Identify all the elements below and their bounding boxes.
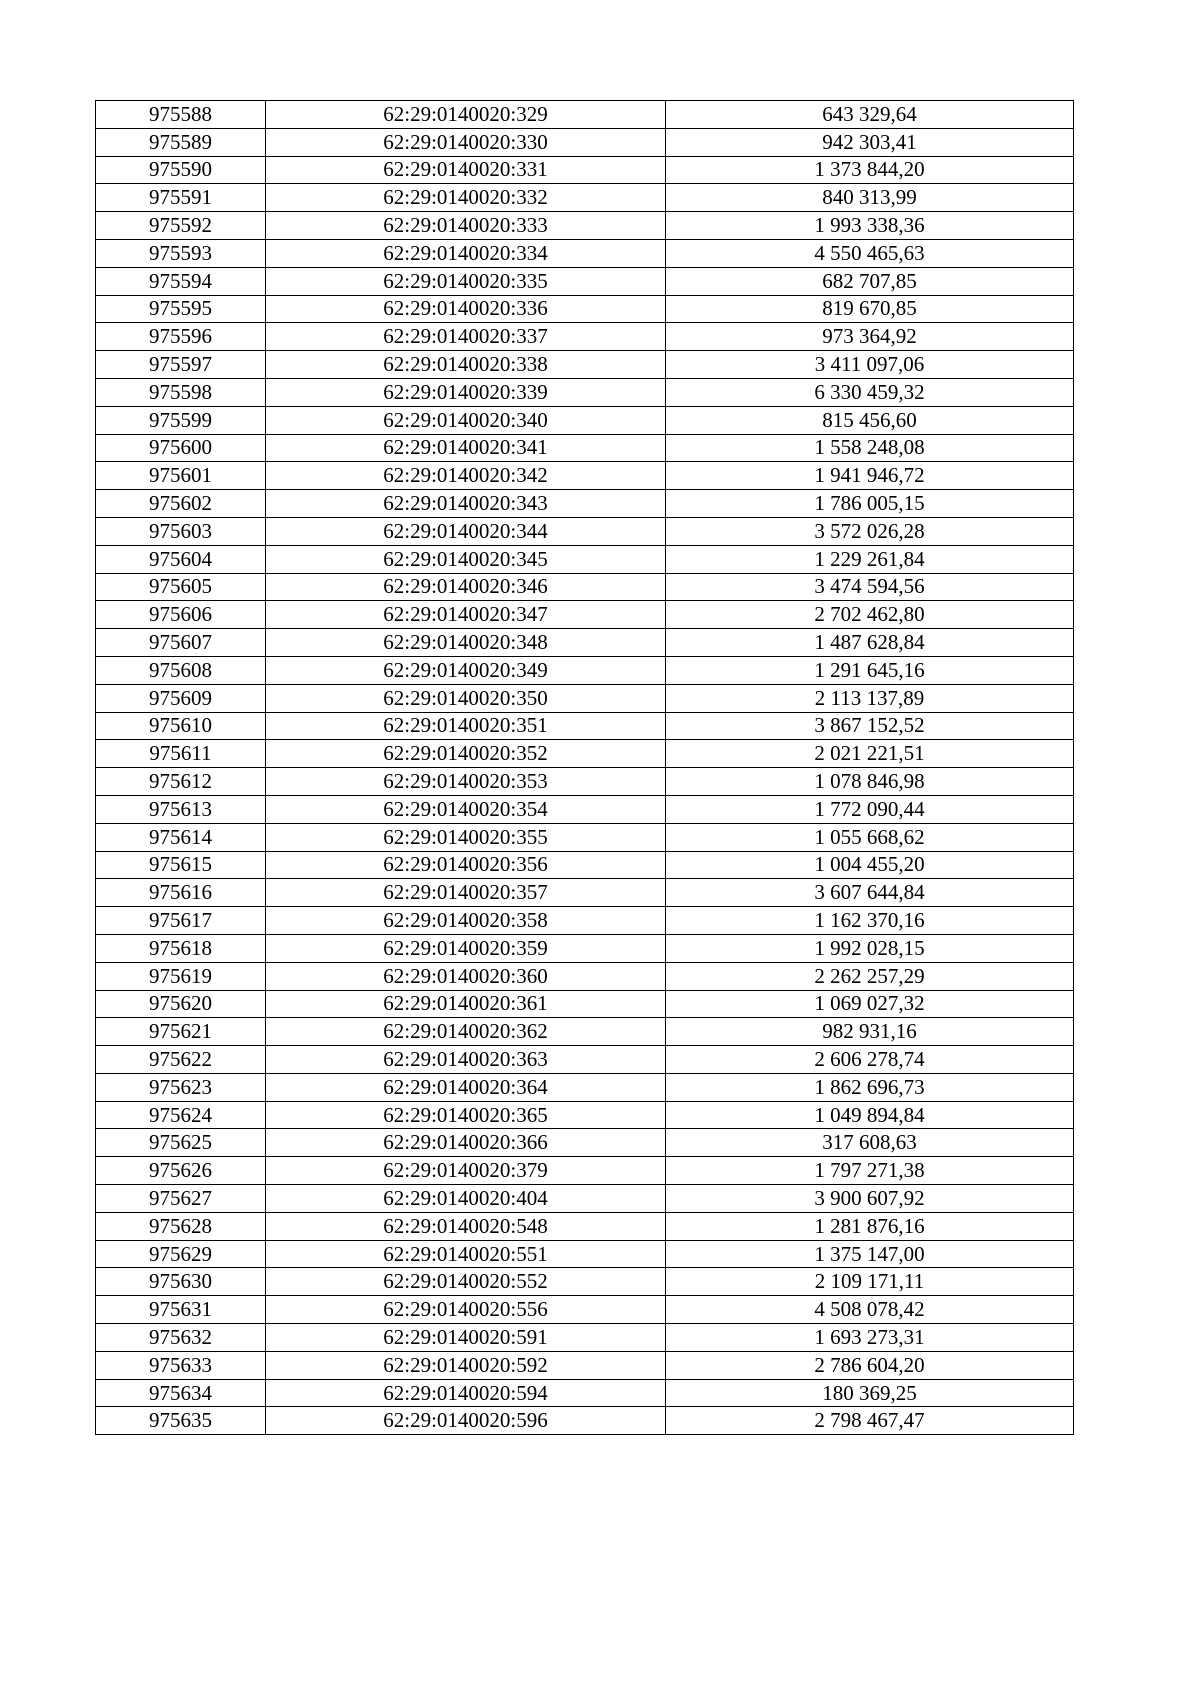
row-number-cell: 975611 — [96, 740, 266, 768]
cadastral-number-cell: 62:29:0140020:337 — [266, 323, 666, 351]
table-row — [96, 295, 1074, 323]
cadastral-number-cell: 62:29:0140020:551 — [266, 1240, 666, 1268]
value-cell: 1 487 628,84 — [666, 629, 1074, 657]
row-number-cell: 975614 — [96, 823, 266, 851]
value-cell: 3 411 097,06 — [666, 351, 1074, 379]
cadastral-number-cell: 62:29:0140020:349 — [266, 656, 666, 684]
table-row — [96, 629, 1074, 657]
table-row — [96, 267, 1074, 295]
value-cell: 1 797 271,38 — [666, 1157, 1074, 1185]
value-cell: 1 558 248,08 — [666, 434, 1074, 462]
row-number-cell: 975593 — [96, 239, 266, 267]
row-number-cell: 975625 — [96, 1129, 266, 1157]
table-row — [96, 1268, 1074, 1296]
cadastral-number-cell: 62:29:0140020:340 — [266, 406, 666, 434]
table-row — [96, 740, 1074, 768]
value-cell: 3 867 152,52 — [666, 712, 1074, 740]
value-cell: 2 109 171,11 — [666, 1268, 1074, 1296]
row-number-cell: 975589 — [96, 128, 266, 156]
value-cell: 819 670,85 — [666, 295, 1074, 323]
cadastral-number-cell: 62:29:0140020:364 — [266, 1073, 666, 1101]
table-row — [96, 184, 1074, 212]
value-cell: 1 078 846,98 — [666, 768, 1074, 796]
cadastral-number-cell: 62:29:0140020:548 — [266, 1212, 666, 1240]
table-row — [96, 823, 1074, 851]
value-cell: 1 229 261,84 — [666, 545, 1074, 573]
value-cell: 1 992 028,15 — [666, 934, 1074, 962]
table-row — [96, 378, 1074, 406]
value-cell: 1 772 090,44 — [666, 795, 1074, 823]
value-cell: 3 900 607,92 — [666, 1185, 1074, 1213]
row-number-cell: 975635 — [96, 1407, 266, 1435]
row-number-cell: 975609 — [96, 684, 266, 712]
row-number-cell: 975619 — [96, 962, 266, 990]
row-number-cell: 975629 — [96, 1240, 266, 1268]
table-row — [96, 517, 1074, 545]
value-cell: 3 474 594,56 — [666, 573, 1074, 601]
cadastral-number-cell: 62:29:0140020:591 — [266, 1324, 666, 1352]
value-cell: 1 049 894,84 — [666, 1101, 1074, 1129]
table-row — [96, 934, 1074, 962]
cadastral-number-cell: 62:29:0140020:552 — [266, 1268, 666, 1296]
data-table — [95, 100, 1074, 1435]
table-row — [96, 1018, 1074, 1046]
table-row — [96, 795, 1074, 823]
cadastral-number-cell: 62:29:0140020:343 — [266, 490, 666, 518]
row-number-cell: 975612 — [96, 768, 266, 796]
row-number-cell: 975628 — [96, 1212, 266, 1240]
cadastral-number-cell: 62:29:0140020:336 — [266, 295, 666, 323]
cadastral-number-cell: 62:29:0140020:347 — [266, 601, 666, 629]
table-row — [96, 323, 1074, 351]
table-row — [96, 712, 1074, 740]
table-row — [96, 406, 1074, 434]
value-cell: 2 606 278,74 — [666, 1046, 1074, 1074]
cadastral-number-cell: 62:29:0140020:362 — [266, 1018, 666, 1046]
cadastral-number-cell: 62:29:0140020:357 — [266, 879, 666, 907]
value-cell: 815 456,60 — [666, 406, 1074, 434]
cadastral-number-cell: 62:29:0140020:356 — [266, 851, 666, 879]
cadastral-number-cell: 62:29:0140020:350 — [266, 684, 666, 712]
value-cell: 4 550 465,63 — [666, 239, 1074, 267]
value-cell: 1 162 370,16 — [666, 907, 1074, 935]
row-number-cell: 975588 — [96, 101, 266, 129]
value-cell: 643 329,64 — [666, 101, 1074, 129]
row-number-cell: 975601 — [96, 462, 266, 490]
table-row — [96, 212, 1074, 240]
row-number-cell: 975630 — [96, 1268, 266, 1296]
cadastral-number-cell: 62:29:0140020:361 — [266, 990, 666, 1018]
value-cell: 2 798 467,47 — [666, 1407, 1074, 1435]
table-row — [96, 656, 1074, 684]
row-number-cell: 975624 — [96, 1101, 266, 1129]
cadastral-number-cell: 62:29:0140020:354 — [266, 795, 666, 823]
row-number-cell: 975608 — [96, 656, 266, 684]
row-number-cell: 975620 — [96, 990, 266, 1018]
table-row — [96, 768, 1074, 796]
value-cell: 3 607 644,84 — [666, 879, 1074, 907]
value-cell: 1 004 455,20 — [666, 851, 1074, 879]
cadastral-number-cell: 62:29:0140020:404 — [266, 1185, 666, 1213]
row-number-cell: 975599 — [96, 406, 266, 434]
value-cell: 1 862 696,73 — [666, 1073, 1074, 1101]
value-cell: 4 508 078,42 — [666, 1296, 1074, 1324]
table-row — [96, 1157, 1074, 1185]
row-number-cell: 975613 — [96, 795, 266, 823]
cadastral-number-cell: 62:29:0140020:353 — [266, 768, 666, 796]
value-cell: 1 291 645,16 — [666, 656, 1074, 684]
cadastral-number-cell: 62:29:0140020:596 — [266, 1407, 666, 1435]
value-cell: 942 303,41 — [666, 128, 1074, 156]
cadastral-number-cell: 62:29:0140020:332 — [266, 184, 666, 212]
row-number-cell: 975616 — [96, 879, 266, 907]
value-cell: 682 707,85 — [666, 267, 1074, 295]
cadastral-number-cell: 62:29:0140020:359 — [266, 934, 666, 962]
table-row — [96, 1324, 1074, 1352]
row-number-cell: 975626 — [96, 1157, 266, 1185]
row-number-cell: 975632 — [96, 1324, 266, 1352]
table-row — [96, 101, 1074, 129]
value-cell: 1 373 844,20 — [666, 156, 1074, 184]
row-number-cell: 975627 — [96, 1185, 266, 1213]
cadastral-number-cell: 62:29:0140020:366 — [266, 1129, 666, 1157]
table-row — [96, 239, 1074, 267]
table-row — [96, 545, 1074, 573]
table-row — [96, 962, 1074, 990]
cadastral-number-cell: 62:29:0140020:346 — [266, 573, 666, 601]
value-cell: 6 330 459,32 — [666, 378, 1074, 406]
value-cell: 1 069 027,32 — [666, 990, 1074, 1018]
value-cell: 1 786 005,15 — [666, 490, 1074, 518]
table-row — [96, 1129, 1074, 1157]
table-row — [96, 1379, 1074, 1407]
cadastral-number-cell: 62:29:0140020:329 — [266, 101, 666, 129]
table-row — [96, 1185, 1074, 1213]
cadastral-number-cell: 62:29:0140020:556 — [266, 1296, 666, 1324]
row-number-cell: 975604 — [96, 545, 266, 573]
value-cell: 2 786 604,20 — [666, 1351, 1074, 1379]
cadastral-number-cell: 62:29:0140020:342 — [266, 462, 666, 490]
cadastral-number-cell: 62:29:0140020:365 — [266, 1101, 666, 1129]
table-row — [96, 573, 1074, 601]
value-cell: 973 364,92 — [666, 323, 1074, 351]
cadastral-number-cell: 62:29:0140020:594 — [266, 1379, 666, 1407]
row-number-cell: 975595 — [96, 295, 266, 323]
table-row — [96, 684, 1074, 712]
cadastral-number-cell: 62:29:0140020:335 — [266, 267, 666, 295]
cadastral-number-cell: 62:29:0140020:344 — [266, 517, 666, 545]
table-row — [96, 1351, 1074, 1379]
table-row — [96, 128, 1074, 156]
row-number-cell: 975597 — [96, 351, 266, 379]
cadastral-number-cell: 62:29:0140020:592 — [266, 1351, 666, 1379]
table-row — [96, 434, 1074, 462]
cadastral-number-cell: 62:29:0140020:358 — [266, 907, 666, 935]
cadastral-number-cell: 62:29:0140020:351 — [266, 712, 666, 740]
row-number-cell: 975598 — [96, 378, 266, 406]
row-number-cell: 975592 — [96, 212, 266, 240]
cadastral-number-cell: 62:29:0140020:360 — [266, 962, 666, 990]
cadastral-number-cell: 62:29:0140020:379 — [266, 1157, 666, 1185]
table-row — [96, 156, 1074, 184]
value-cell: 1 055 668,62 — [666, 823, 1074, 851]
value-cell: 982 931,16 — [666, 1018, 1074, 1046]
value-cell: 2 702 462,80 — [666, 601, 1074, 629]
table-row — [96, 490, 1074, 518]
table-body — [96, 101, 1074, 1435]
row-number-cell: 975631 — [96, 1296, 266, 1324]
value-cell: 1 281 876,16 — [666, 1212, 1074, 1240]
row-number-cell: 975600 — [96, 434, 266, 462]
cadastral-number-cell: 62:29:0140020:345 — [266, 545, 666, 573]
row-number-cell: 975634 — [96, 1379, 266, 1407]
table-row — [96, 351, 1074, 379]
row-number-cell: 975590 — [96, 156, 266, 184]
row-number-cell: 975596 — [96, 323, 266, 351]
cadastral-number-cell: 62:29:0140020:355 — [266, 823, 666, 851]
row-number-cell: 975594 — [96, 267, 266, 295]
cadastral-number-cell: 62:29:0140020:363 — [266, 1046, 666, 1074]
table-row — [96, 1212, 1074, 1240]
table-row — [96, 907, 1074, 935]
value-cell: 1 993 338,36 — [666, 212, 1074, 240]
table-row — [96, 1073, 1074, 1101]
row-number-cell: 975603 — [96, 517, 266, 545]
table-row — [96, 1296, 1074, 1324]
row-number-cell: 975617 — [96, 907, 266, 935]
value-cell: 1 941 946,72 — [666, 462, 1074, 490]
value-cell: 3 572 026,28 — [666, 517, 1074, 545]
cadastral-number-cell: 62:29:0140020:348 — [266, 629, 666, 657]
cadastral-number-cell: 62:29:0140020:352 — [266, 740, 666, 768]
row-number-cell: 975605 — [96, 573, 266, 601]
row-number-cell: 975602 — [96, 490, 266, 518]
value-cell: 840 313,99 — [666, 184, 1074, 212]
value-cell: 1 693 273,31 — [666, 1324, 1074, 1352]
table-row — [96, 879, 1074, 907]
row-number-cell: 975622 — [96, 1046, 266, 1074]
row-number-cell: 975610 — [96, 712, 266, 740]
row-number-cell: 975606 — [96, 601, 266, 629]
table-row — [96, 1407, 1074, 1435]
cadastral-number-cell: 62:29:0140020:334 — [266, 239, 666, 267]
row-number-cell: 975633 — [96, 1351, 266, 1379]
row-number-cell: 975621 — [96, 1018, 266, 1046]
table-row — [96, 1240, 1074, 1268]
value-cell: 2 021 221,51 — [666, 740, 1074, 768]
table-row — [96, 601, 1074, 629]
value-cell: 1 375 147,00 — [666, 1240, 1074, 1268]
table-row — [96, 1046, 1074, 1074]
cadastral-number-cell: 62:29:0140020:331 — [266, 156, 666, 184]
value-cell: 180 369,25 — [666, 1379, 1074, 1407]
row-number-cell: 975623 — [96, 1073, 266, 1101]
row-number-cell: 975618 — [96, 934, 266, 962]
row-number-cell: 975615 — [96, 851, 266, 879]
table-row — [96, 990, 1074, 1018]
table-row — [96, 462, 1074, 490]
value-cell: 317 608,63 — [666, 1129, 1074, 1157]
cadastral-number-cell: 62:29:0140020:341 — [266, 434, 666, 462]
cadastral-number-cell: 62:29:0140020:339 — [266, 378, 666, 406]
cadastral-number-cell: 62:29:0140020:330 — [266, 128, 666, 156]
value-cell: 2 262 257,29 — [666, 962, 1074, 990]
value-cell: 2 113 137,89 — [666, 684, 1074, 712]
row-number-cell: 975607 — [96, 629, 266, 657]
row-number-cell: 975591 — [96, 184, 266, 212]
cadastral-number-cell: 62:29:0140020:333 — [266, 212, 666, 240]
table-row — [96, 1101, 1074, 1129]
table-row — [96, 851, 1074, 879]
cadastral-number-cell: 62:29:0140020:338 — [266, 351, 666, 379]
